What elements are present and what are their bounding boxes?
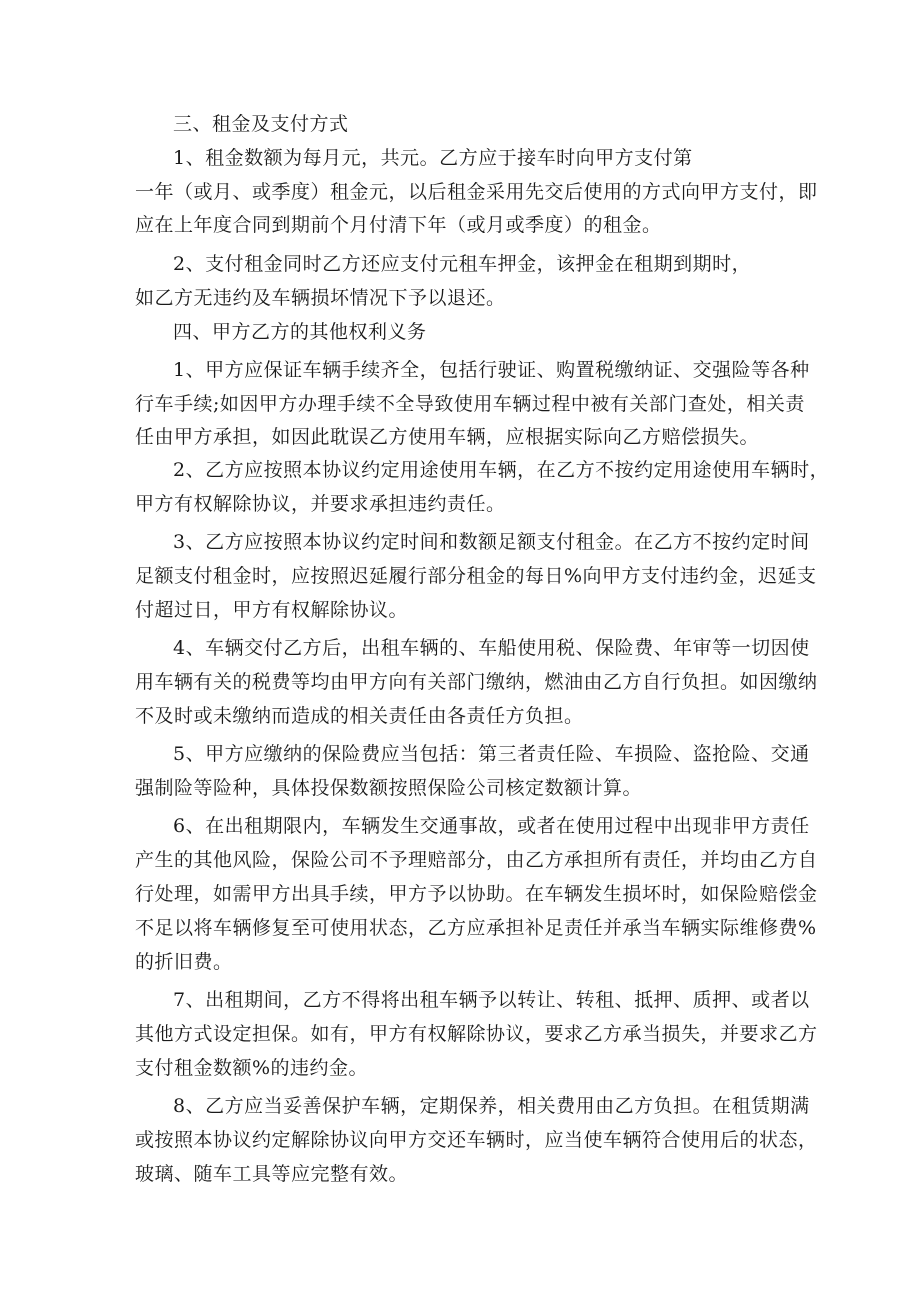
section-heading-rights: 四、甲方乙方的其他权利义务 [173,321,427,343]
text-line: 7、出租期间，乙方不得将出租车辆予以转让、转租、抵押、质押、或者以 [173,989,810,1011]
text-line: 如乙方无违约及车辆损坏情况下予以退还。 [135,287,506,309]
text-line: 1、租金数额为每月元，共元。乙方应于接车时向甲方支付第 [173,147,693,169]
text-line: 用车辆有关的税费等均由甲方向有关部门缴纳，燃油由乙方自行负担。如因缴纳 [135,671,818,693]
text-line: 玻璃、随车工具等应完整有效。 [135,1163,409,1185]
text-line: 一年（或月、或季度）租金元，以后租金采用先交后使用的方式向甲方支付，即 [135,181,818,203]
text-line: 2、乙方应按照本协议约定用途使用车辆，在乙方不按约定用途使用车辆时， [173,459,830,481]
text-line: 的折旧费。 [135,951,233,973]
text-line: 强制险等险种，具体投保数额按照保险公司核定数额计算。 [135,777,643,799]
text-line: 8、乙方应当妥善保护车辆，定期保养，相关费用由乙方负担。在租赁期满 [173,1095,810,1117]
text-line: 任由甲方承担，如因此耽误乙方使用车辆，应根据实际向乙方赔偿损失。 [135,426,760,448]
text-line: 应在上年度合同到期前个月付清下年（或月或季度）的租金。 [135,214,662,236]
text-line: 其他方式设定担保。如有，甲方有权解除协议，要求乙方承当损失，并要求乙方 [135,1023,818,1045]
text-line: 5、甲方应缴纳的保险费应当包括：第三者责任险、车损险、盗抢险、交通 [173,743,810,765]
text-line: 产生的其他风险，保险公司不予理赔部分，由乙方承担所有责任，并均由乙方自 [135,849,818,871]
text-line: 4、车辆交付乙方后，出租车辆的、车船使用税、保险费、年审等一切因使 [173,637,810,659]
text-line: 支付租金数额%的违约金。 [135,1057,369,1079]
text-line: 2、支付租金同时乙方还应支付元租车押金，该押金在租期到期时， [173,253,752,275]
text-line: 1、甲方应保证车辆手续齐全，包括行驶证、购置税缴纳证、交强险等各种 [173,359,810,381]
text-line: 付超过日，甲方有权解除协议。 [135,599,409,621]
text-line: 行车手续;如因甲方办理手续不全导致使用车辆过程中被有关部门查处，相关责 [135,393,805,415]
text-line: 6、在出租期限内，车辆发生交通事故，或者在使用过程中出现非甲方责任 [173,815,810,837]
text-line: 行处理，如需甲方出具手续，甲方予以协助。在车辆发生损坏时，如保险赔偿金 [135,883,818,905]
text-line: 不及时或未缴纳而造成的相关责任由各责任方负担。 [135,705,584,727]
section-heading-rent: 三、租金及支付方式 [173,113,349,135]
text-line: 不足以将车辆修复至可使用状态，乙方应承担补足责任并承当车辆实际维修费% [135,917,817,939]
text-line: 3、乙方应按照本协议约定时间和数额足额支付租金。在乙方不按约定时间 [173,531,810,553]
text-line: 甲方有权解除协议，并要求承担违约责任。 [135,493,506,515]
text-line: 或按照本协议约定解除协议向甲方交还车辆时，应当使车辆符合使用后的状态， [135,1129,818,1151]
text-line: 足额支付租金时，应按照迟延履行部分租金的每日%向甲方支付违约金，迟延支 [135,565,817,587]
